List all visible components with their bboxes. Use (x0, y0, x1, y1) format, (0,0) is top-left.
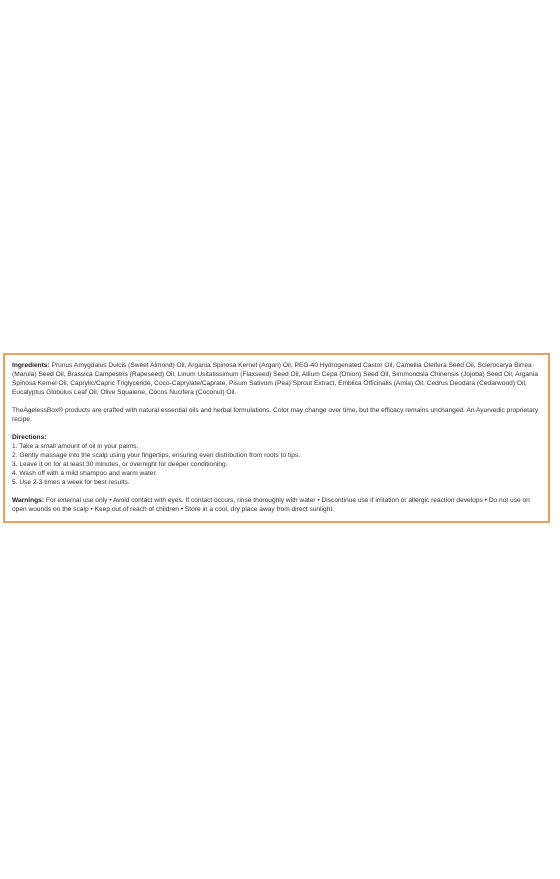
direction-step: 5. Use 2-3 times a week for best results. (12, 479, 130, 486)
direction-step: 1. Take a small amount of oil in your palms. (12, 443, 139, 450)
directions-heading: Directions: (12, 434, 47, 441)
ingredients-text: Prunus Amygdalus Dulcis (Sweet Almond) Oil, Argania Spinosa Kernel (Argan) Oil, PEG-40 Hydrogenated Castor Oil, Camellia Oleifera Seed Oil, Sclerocarya Birrea (Marula) Seed Oil, Brassica Campestris (Rapeseed) Oil, Linum Usitatissimum (Flaxseed) Seed Oil, Allium Cepa (Onion) Seed Oil, Simmondsia Chinensis (Jojoba) Seed Oil, Argania Spinosa Kernel Oil, Caprylic/Capric Triglyceride, Coco-Caprylate/Caprate, Pisum Sativum (Pea) Sprout Extract, Emblica Officinalis (Amla) Oil, Cedrus Deodara (Cedarwood) Oil, Eucalyptus Globulus Leaf Oil, Olive Squalene, Cocos Nucifera (Coconut) Oil. (12, 362, 538, 396)
brand-note: TheAgelessBox® products are crafted with natural essential oils and herbal formulations. Color may change over time, but the efficacy remains unchanged. An Ayurvedic proprietary recipe. (12, 407, 539, 423)
warnings-section (12, 496, 541, 514)
ingredients-heading: Ingredients: (12, 362, 50, 369)
direction-step: 2. Gently massage into the scalp using your fingertips, ensuring even distribution from roots to tips. (12, 452, 301, 459)
warnings-heading: Warnings: (12, 497, 44, 504)
product-info-panel (3, 353, 550, 523)
direction-step: 3. Leave it on for at least 30 minutes, or overnight for deeper conditioning. (12, 461, 228, 468)
direction-step: 4. Wash off with a mild shampoo and warm water. (12, 470, 158, 477)
ingredients-section (12, 361, 541, 397)
warnings-text: For external use only • Avoid contact with eyes. If contact occurs, rinse thoroughly with water • Discontinue use if irritation or allergic reaction develops • Do not use on open wounds on the scalp • Keep out of reach of children • Store in a cool, dry place away from direct sunlight. (12, 497, 530, 513)
directions-list (12, 442, 541, 487)
directions-section (12, 433, 541, 487)
